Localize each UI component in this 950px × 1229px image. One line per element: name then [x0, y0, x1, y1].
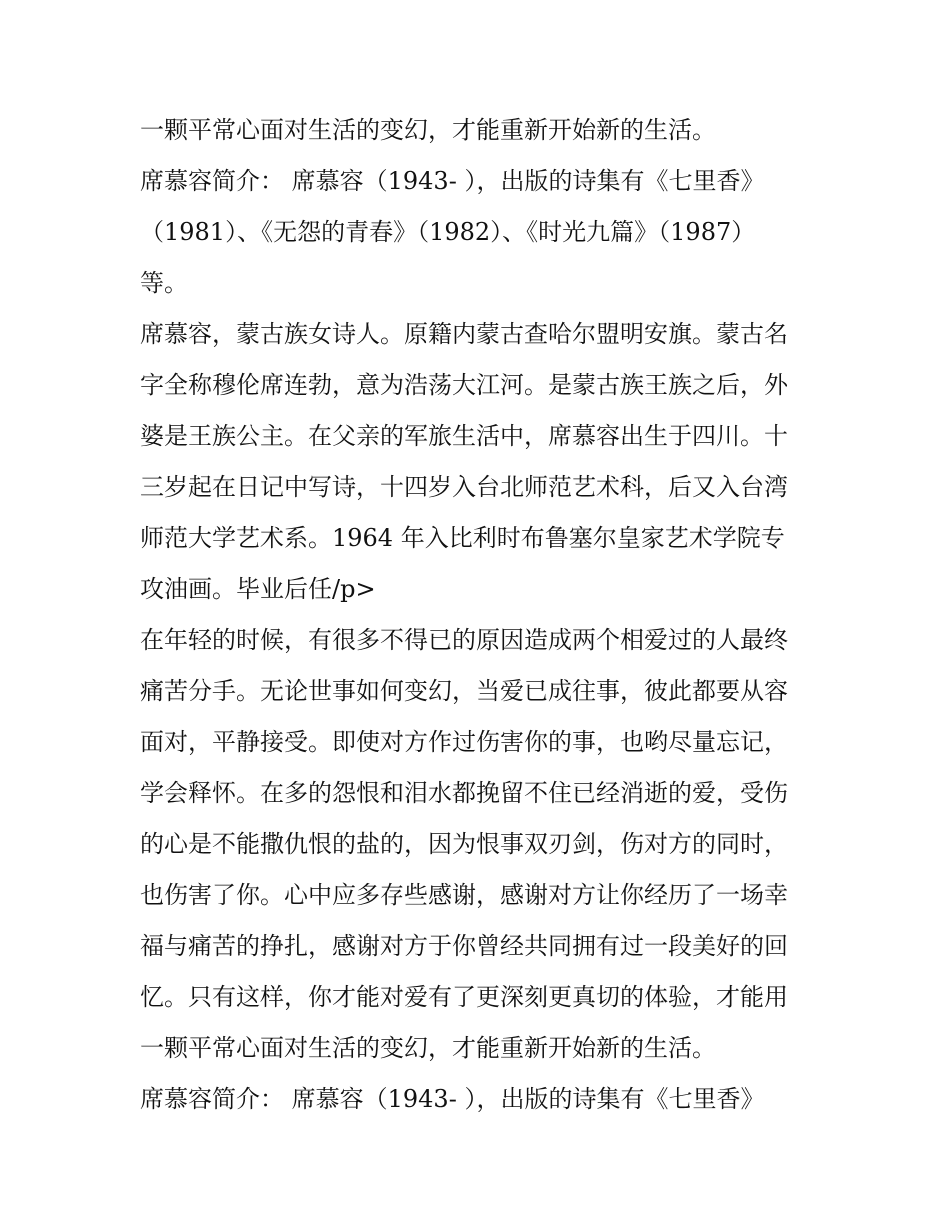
text-line: 席慕容简介： 席慕容（1943- ），出版的诗集有《七里香》 — [140, 1085, 765, 1113]
text-line: 学会释怀。在多的怨恨和泪水都挽留不住已经消逝的爱，受伤 — [140, 779, 788, 807]
text-line: 一颗平常心面对生活的变幻，才能重新开始新的生活。 — [140, 116, 716, 144]
text-line: 面对，平静接受。即使对方作过伤害你的事，也哟尽量忘记， — [140, 728, 788, 756]
text-line: 字全称穆伦席连勃，意为浩荡大江河。是蒙古族王族之后，外 — [140, 371, 788, 399]
text-line: 攻油画。毕业后任/p> — [140, 575, 376, 603]
text-line: 一颗平常心面对生活的变幻，才能重新开始新的生活。 — [140, 1034, 716, 1062]
text-line: 席慕容，蒙古族女诗人。原籍内蒙古查哈尔盟明安旗。蒙古名 — [140, 320, 788, 348]
text-line: 的心是不能撒仇恨的盐的，因为恨事双刃剑，伤对方的同时， — [140, 830, 788, 858]
text-line: 师范大学艺术系。1964 年入比利时布鲁塞尔皇家艺术学院专 — [140, 524, 785, 552]
text-line: 痛苦分手。无论世事如何变幻，当爱已成往事，彼此都要从容 — [140, 677, 788, 705]
text-line: 三岁起在日记中写诗，十四岁入台北师范艺术科，后又入台湾 — [140, 473, 788, 501]
text-line: 婆是王族公主。在父亲的军旅生活中，席慕容出生于四川。十 — [140, 422, 788, 450]
text-line: 福与痛苦的挣扎，感谢对方于你曾经共同拥有过一段美好的回 — [140, 932, 788, 960]
text-line: （1981）、《无怨的青春》（1982）、《时光九篇》（1987） — [140, 218, 756, 246]
text-line: 在年轻的时候，有很多不得已的原因造成两个相爱过的人最终 — [140, 626, 788, 654]
text-line: 等。 — [140, 269, 188, 297]
text-line: 席慕容简介： 席慕容（1943- ），出版的诗集有《七里香》 — [140, 167, 765, 195]
text-line: 也伤害了你。心中应多存些感谢，感谢对方让你经历了一场幸 — [140, 881, 788, 909]
text-line: 忆。只有这样，你才能对爱有了更深刻更真切的体验，才能用 — [140, 983, 788, 1011]
